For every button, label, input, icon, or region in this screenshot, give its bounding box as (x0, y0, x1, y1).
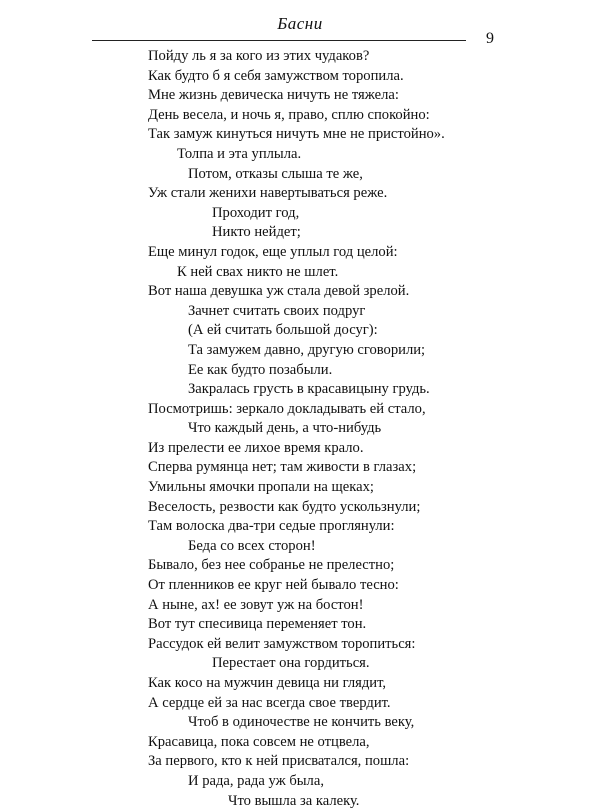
poem-line: Как косо на мужчин девица ни глядит, (148, 675, 387, 691)
poem-line: Чтоб в одиночестве не кончить веку, (188, 714, 415, 731)
poem-line: Мне жизнь девическа ничуть не тяжела: (148, 87, 399, 104)
poem-line: Что каждый день, а что-нибудь (188, 420, 382, 437)
poem-line: Беда со всех сторон! (188, 537, 316, 554)
poem-line: К ней свах никто не шлет. (177, 263, 339, 280)
poem-line: Из прелести ее лихое время крало. (148, 439, 364, 456)
poem-line: Там волоска два-три седые проглянули: (148, 518, 395, 535)
poem-line: Уж стали женихи навертываться реже. (148, 185, 388, 202)
poem-line: А ныне, ах! ее зовут уж на бостон! (148, 596, 364, 613)
poem-line: Так замуж кинуться ничуть мне не пристойно». (148, 126, 445, 143)
poem-line: Рассудок ей велит замужством торопиться: (148, 635, 416, 652)
poem-line: Вот наша девушка уж стала девой зрелой. (148, 283, 410, 300)
poem-line: Закралась грусть в красавицыну грудь. (188, 381, 430, 398)
poem-line: Перестает она гордиться. (212, 655, 370, 672)
poem-line: Ее как будто позабыли. (188, 361, 333, 378)
running-header-title: Басни (277, 14, 323, 33)
poem-line: Бывало, без нее собранье не прелестно; (148, 557, 395, 574)
poem-line: За первого, кто к ней присватался, пошла: (148, 753, 410, 770)
poem-line: Никто нейдет; (212, 224, 301, 241)
poem-line: Что вышла за калеку. (228, 792, 360, 809)
poem-line: И рада, рада уж была, (188, 772, 324, 789)
poem-line: (А ей считать большой досуг): (188, 322, 378, 339)
header-rule (92, 40, 466, 41)
poem-line: День весела, и ночь я, право, сплю спокойно: (148, 106, 430, 123)
poem-line: Посмотришь: зеркало докладывать ей стало, (148, 400, 426, 417)
poem-line: Проходит год, (212, 204, 300, 221)
poem-text (148, 47, 468, 811)
poem-line: Толпа и эта уплыла. (177, 145, 302, 162)
poem-line: Красавица, пока совсем не отцвела, (148, 733, 370, 750)
poem-line: Сперва румянца нет; там живости в глазах; (148, 459, 417, 476)
poem-line: Потом, отказы слыша те же, (188, 165, 363, 182)
poem-line: Та замужем давно, другую сговорили; (188, 341, 426, 358)
poem-line: От пленников ее круг ней бывало тесно: (148, 577, 399, 594)
poem-line: Пойду ль я за кого из этих чудаков? (148, 48, 370, 64)
poem-line: Как будто б я себя замужством торопила. (148, 67, 404, 84)
page-number: 9 (486, 30, 494, 47)
poem-line: Еще минул годок, еще уплыл год целой: (148, 243, 398, 260)
poem-line: Умильны ямочки пропали на щеках; (148, 479, 374, 496)
poem-line: Вот тут спесивица переменяет тон. (148, 616, 367, 633)
poem-line: Веселость, резвости как будто ускользнули; (148, 498, 421, 515)
poem-line: А сердце ей за нас всегда свое твердит. (148, 694, 391, 711)
poem-line: Зачнет считать своих подруг (188, 302, 366, 319)
